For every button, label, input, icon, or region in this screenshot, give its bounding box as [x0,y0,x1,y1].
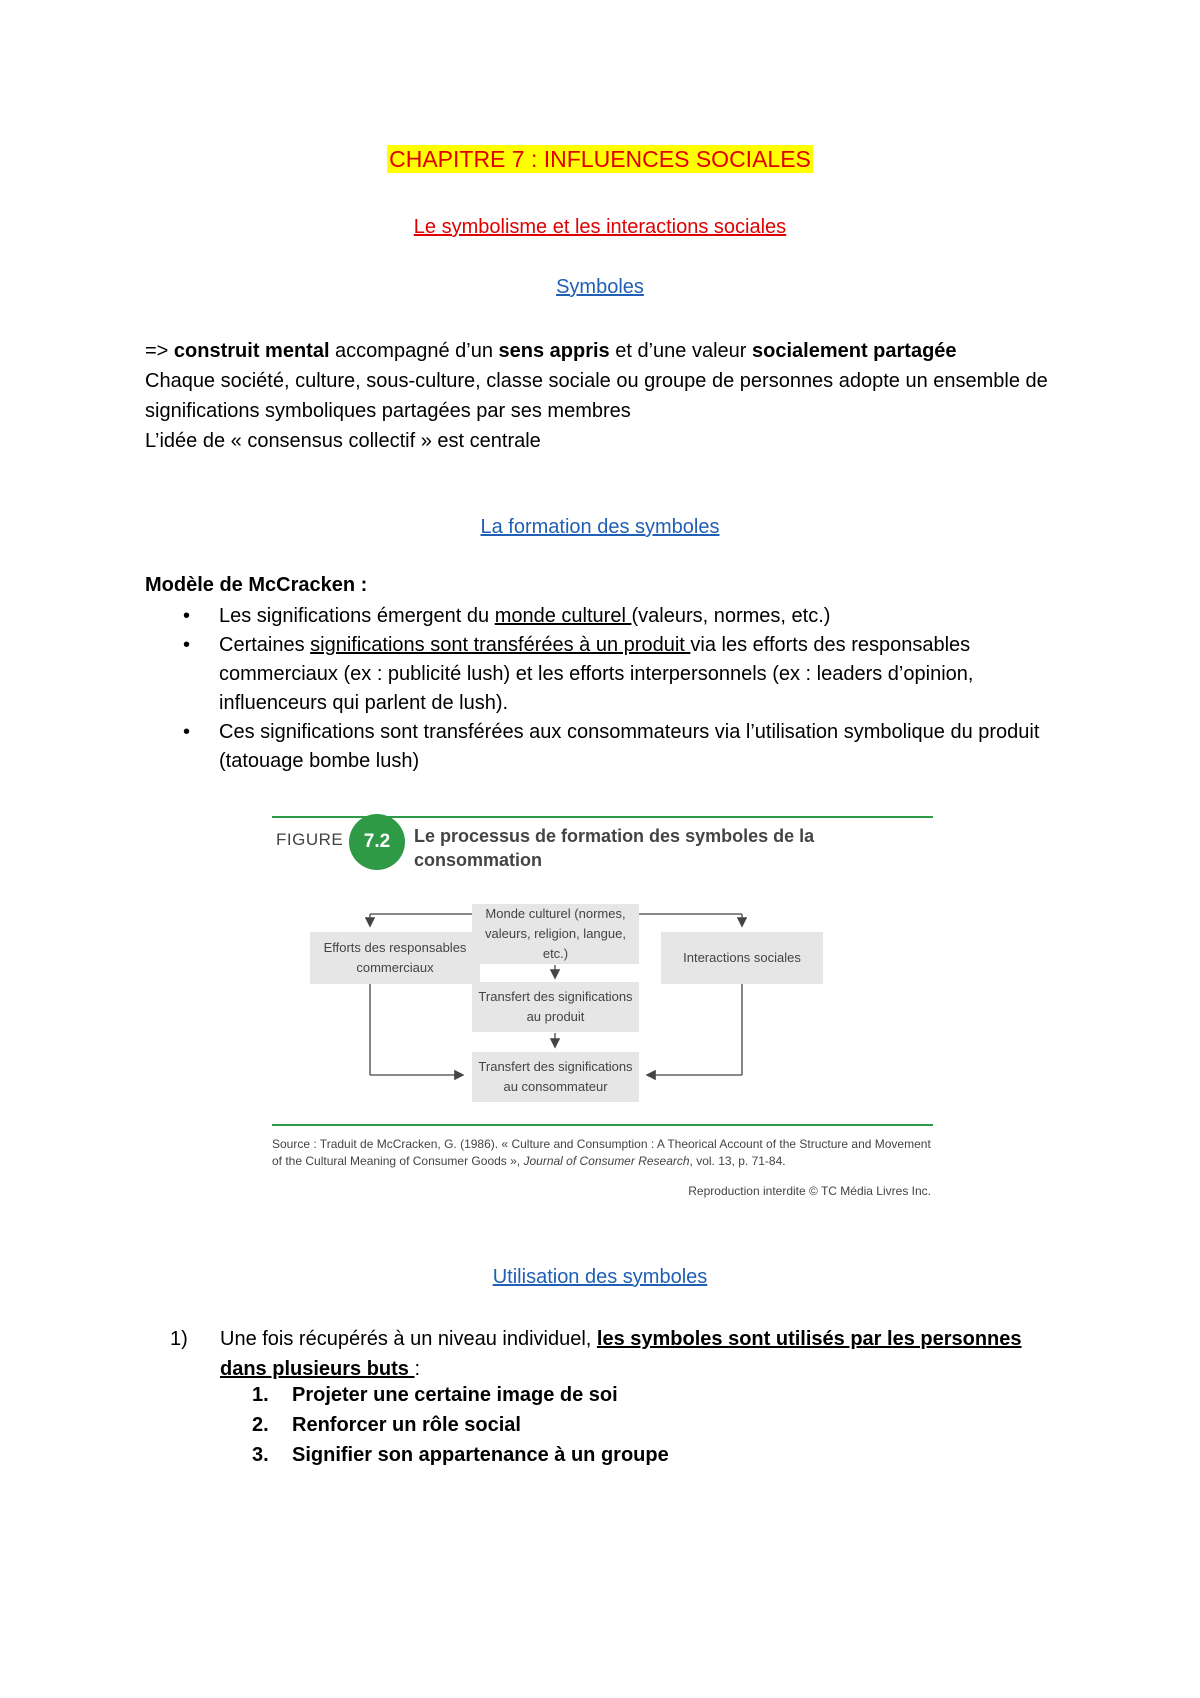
list-item: • Ces significations sont transférées aux consommateurs via l’utilisation symbolique du produit (tatouage bombe lush) [145,718,1065,776]
sub-item-text: Renforcer un rôle social [292,1414,521,1436]
box-transfert-produit: Transfert des significations au produit [472,982,639,1032]
bullet-icon: • [183,605,191,627]
sub-item-text: Projeter une certaine image de soi [292,1384,618,1406]
figure-source: Source : Traduit de McCracken, G. (1986). « Culture and Consumption : A Theorical Account of the Structure and Movement of the Cultural Meaning of Consumer Goods », Journal of Consumer Research, vol. 13, p. 71-84. [272,1137,931,1168]
sub-item-number: 3. [252,1444,269,1466]
chapter-title: CHAPITRE 7 : INFLUENCES SOCIALES [389,146,811,172]
usage-text: Une fois récupérés à un niveau individuel, les symboles sont utilisés par les personnes dans plusieurs buts : [220,1328,1022,1380]
figure-reproduction-notice: Reproduction interdite © TC Média Livres Inc. [688,1184,931,1198]
figure-number-badge: 7.2 [349,814,405,870]
sub-item-number: 2. [252,1414,269,1436]
heading-formation: La formation des symboles [480,516,720,538]
list-item: • Certaines significations sont transférées à un produit via les efforts des responsables commerciaux (ex : publicité lush) et les efforts interpersonnels (ex : leaders d’opinion, influenceurs qui parlent de lush). [145,631,1065,718]
mccracken-bullet-list [145,602,1065,776]
definition-paragraph [145,336,1065,456]
model-label: Modèle de McCracken : [145,574,368,596]
box-monde-culturel: Monde culturel (normes, valeurs, religion, langue, etc.) [472,904,639,964]
heading-symboles: Symboles [556,276,644,298]
list-item: • Les significations émergent du monde culturel (valeurs, normes, etc.) [145,602,1065,631]
sub-item-text: Signifier son appartenance à un groupe [292,1444,669,1466]
figure-bottom-rule [272,1124,933,1126]
sub-item-number: 1. [252,1384,269,1406]
definition-line-3: L’idée de « consensus collectif » est centrale [145,430,541,452]
heading-utilisation: Utilisation des symboles [492,1266,708,1288]
bullet-icon: • [183,721,191,743]
bullet-icon: • [183,634,191,656]
definition-line-1: => construit mental accompagné d’un sens appris et d’une valeur socialement partagée [145,340,957,362]
definition-line-2: Chaque société, culture, sous-culture, classe sociale ou groupe de personnes adopte un ensemble de significations symboliques partagées par ses membres [145,370,1048,422]
box-efforts-commerciaux: Efforts des responsables commerciaux [310,932,480,984]
figure-title: Le processus de formation des symboles de la consommation [414,826,815,870]
section-title: Le symbolisme et les interactions sociales [413,216,787,238]
box-transfert-consommateur: Transfert des significations au consommateur [472,1052,639,1102]
usage-number: 1) [170,1328,188,1350]
figure-7-2 [272,812,933,1208]
figure-label: FIGURE [276,830,344,849]
box-interactions-sociales: Interactions sociales [661,932,823,984]
